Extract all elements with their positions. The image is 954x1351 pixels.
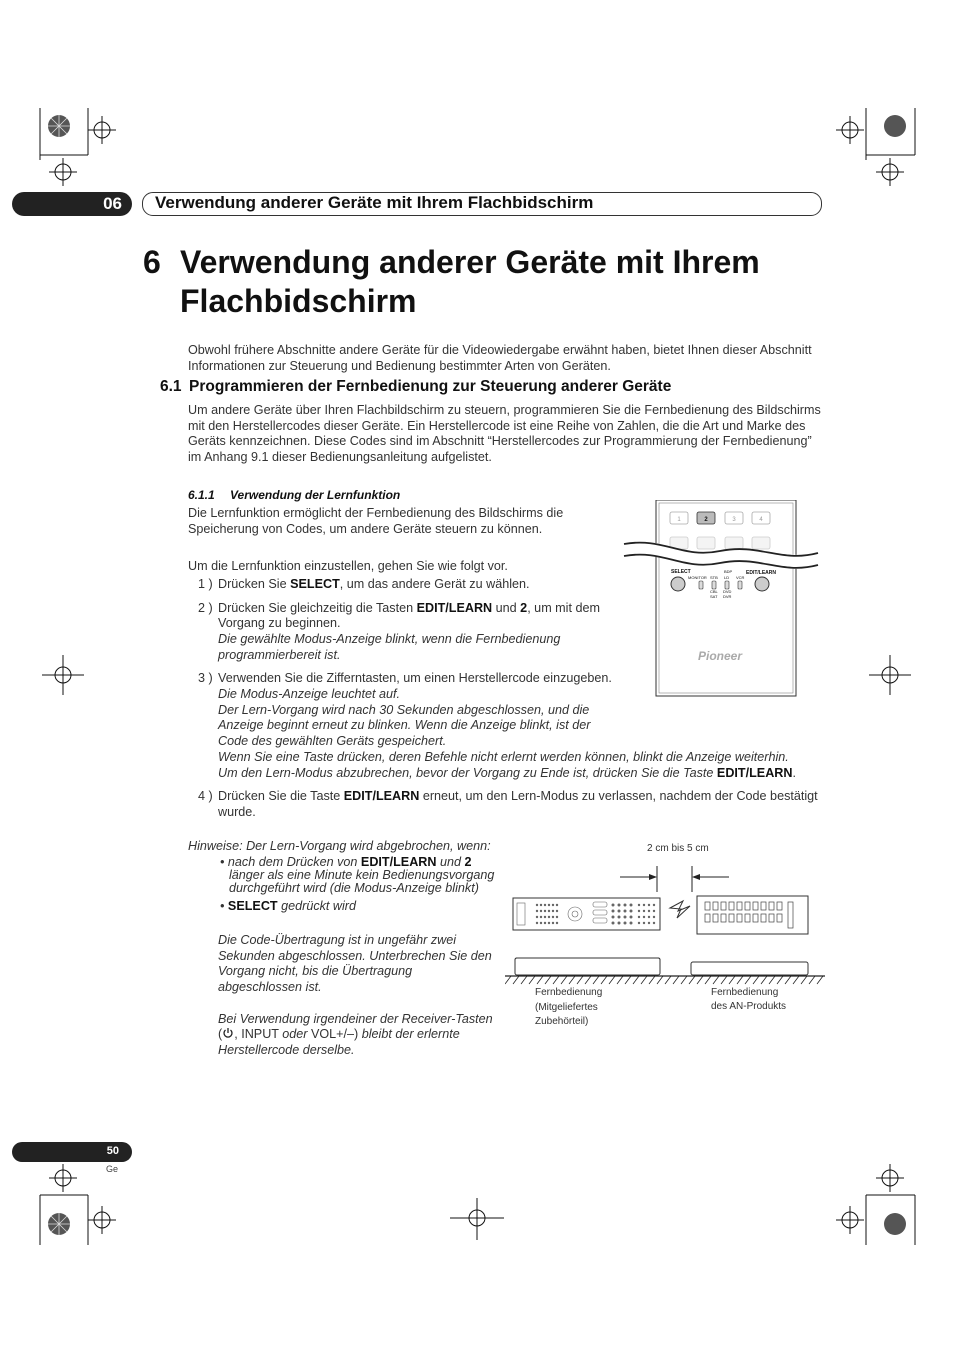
remote-sat-label: SAT xyxy=(710,594,718,599)
note-p1-l2: Sekunden abgeschlossen. Unterbrechen Sie den xyxy=(218,949,492,963)
note-1-d: 2 xyxy=(464,855,472,869)
remote-key-2: 2 xyxy=(704,517,708,523)
step-3-n6-a: Um den Lern-Modus abzubrechen, bevor der Vorgang zu Ende ist, drücken Sie die Taste xyxy=(218,766,717,780)
remote-bdp-label: BDP xyxy=(724,569,733,574)
note-2-b: SELECT xyxy=(227,899,278,913)
note-p2-l3: Herstellercode derselbe. xyxy=(218,1043,355,1057)
subsection-title: Verwendung der Lernfunktion xyxy=(230,488,401,502)
step-2-note2: programmierbereit ist. xyxy=(218,648,341,662)
step-3-n6-b: EDIT/LEARN xyxy=(716,766,793,780)
right-remote-label-1: Fernbedienung xyxy=(711,987,779,998)
step-4-text xyxy=(218,789,818,805)
note-1-b: EDIT/LEARN xyxy=(360,855,437,869)
chapter-number-tab xyxy=(12,192,132,216)
step-2-c: und xyxy=(492,601,521,615)
note-p2-input: , INPUT xyxy=(234,1027,283,1041)
remote-brand-logo: Pioneer xyxy=(697,649,743,663)
subsection-heading xyxy=(188,488,401,502)
section-title: Programmieren der Fernbedienung zur Steuerung anderer Geräte xyxy=(189,378,672,395)
note-p2-paren: ( xyxy=(218,1027,223,1041)
left-remote-label-3: Zubehörteil) xyxy=(535,1016,589,1027)
note-2-a: • xyxy=(220,899,228,913)
notes-title: Hinweise: Der Lern-Vorgang wird abgebrochen, wenn: xyxy=(188,839,491,853)
note-1-c: und xyxy=(436,855,465,869)
subsection-body: Die Lernfunktion ermöglicht der Fernbedienung des Bildschirms die Speicherung von Codes, um andere Geräte steuern zu können. xyxy=(188,506,564,536)
step-4-a: Drücken Sie die Taste xyxy=(218,789,344,803)
note-2-c: gedrückt wird xyxy=(277,899,357,913)
remote-dvr-label: DVR xyxy=(723,594,732,599)
subsection-number: 6.1.1 xyxy=(188,488,215,502)
left-remote-label-2: (Mitgeliefertes xyxy=(535,1002,598,1013)
step-2-e: , um mit dem xyxy=(527,601,600,615)
section-body: Um andere Geräte über Ihren Flachbildschirm zu steuern, programmieren Sie die Fernbedienung des Bildschirms mit den Herstellercodes dieser Geräte. Ein Herstellercode ist eine Reihe von Zahlen, die die Art und Marke des Geräts kennzeichnen. Diese Codes sind im Abschnitt “Herstellercodes zur Programmierung der Fernbedienung” im Anhang 9.1 dieser Bedienungsanleitung aufgelistet. xyxy=(188,403,821,464)
step-1-text xyxy=(218,577,530,593)
page-number: 50 xyxy=(106,1145,119,1157)
note-1-a: • nach dem Drücken von xyxy=(220,855,361,869)
distance-figure xyxy=(505,858,825,988)
remote-dvd-label: DVD xyxy=(723,589,732,594)
step-3-n5: Wenn Sie eine Taste drücken, deren Befehle nicht erlernt werden können, blinkt die Anzeige weiterhin. xyxy=(218,750,789,764)
step-2-line2: Vorgang zu beginnen. xyxy=(218,616,341,630)
note-p2-l1: Bei Verwendung irgendeiner der Receiver-Tasten xyxy=(218,1012,493,1026)
step-1-c: , um das andere Gerät zu wählen. xyxy=(339,577,530,591)
step-2-d: 2 xyxy=(520,601,528,615)
distance-label: 2 cm bis 5 cm xyxy=(647,843,709,854)
remote-control-figure xyxy=(620,500,820,700)
remote-vcr-label: VCR xyxy=(736,575,745,580)
step-1-number: 1 ) xyxy=(198,577,213,591)
step-2-note1: Die gewählte Modus-Anzeige blinkt, wenn die Fernbedienung xyxy=(218,632,561,646)
note-bullet-2 xyxy=(220,899,356,915)
note-bullet-1-line2: länger als eine Minute kein Bedienungsvorgang xyxy=(229,868,495,882)
page-number-tab xyxy=(12,1142,132,1162)
step-1-a: Drücken Sie xyxy=(218,577,291,591)
step-3-n6 xyxy=(218,766,796,782)
left-remote-label-1: Fernbedienung xyxy=(535,987,603,998)
step-4-line2: wurde. xyxy=(218,805,256,819)
page-title-text: Verwendung anderer Geräte mit Ihrem Flachbidschirm xyxy=(180,244,760,319)
step-2-number: 2 ) xyxy=(198,601,213,615)
note-p2-oder: oder xyxy=(282,1027,308,1041)
step-3-n6-c: . xyxy=(792,766,796,780)
step-3-n1: Die Modus-Anzeige leuchtet auf. xyxy=(218,687,401,701)
note-p1-l4: abgeschlossen ist. xyxy=(218,980,322,994)
step-3-n2: Der Lern-Vorgang wird nach 30 Sekunden abgeschlossen, und die xyxy=(218,703,590,717)
note-p2-vol: VOL+/–) xyxy=(307,1027,362,1041)
note-p1-l1: Die Code-Übertragung ist in ungefähr zwei xyxy=(218,933,457,947)
note-p1-l3: Vorgang nicht, bis die Übertragung xyxy=(218,964,413,978)
power-icon xyxy=(222,1027,234,1039)
step-4-c: erneut, um den Lern-Modus zu verlassen, nachdem der Code bestätigt xyxy=(419,789,818,803)
step-1-b: SELECT xyxy=(290,577,340,591)
language-code: Ge xyxy=(106,1164,119,1174)
step-3-n4: Code des gewählten Geräts gespeichert. xyxy=(218,734,447,748)
chapter-title: Verwendung anderer Geräte mit Ihrem Flachbidschirm xyxy=(155,193,594,212)
step-3-text: Verwenden Sie die Zifferntasten, um einen Herstellercode einzugeben. xyxy=(218,671,612,685)
step-3-n3: Anzeige beginnt erneut zu blinken. Wenn die Anzeige blinkt, ist der xyxy=(218,718,591,732)
step-2-text xyxy=(218,601,600,617)
step-2-b: EDIT/LEARN xyxy=(416,601,493,615)
remote-monitor-label: MONITOR xyxy=(688,575,707,580)
remote-cbl-label: CBL xyxy=(710,589,718,594)
step-4-number: 4 ) xyxy=(198,789,213,803)
intro-paragraph: Obwohl frühere Abschnitte andere Geräte für die Videowiedergabe erwähnt haben, bietet Ihnen dieser Abschnitt Informationen zur Steuerung und Bedienung bestimmter Arten von Geräten. xyxy=(188,343,812,373)
remote-key-1: 1 xyxy=(677,517,681,523)
step-4-b: EDIT/LEARN xyxy=(343,789,420,803)
remote-key-3: 3 xyxy=(732,517,736,523)
subsection-lead: Um die Lernfunktion einzustellen, gehen Sie wie folgt vor. xyxy=(188,559,508,573)
section-number: 6.1 xyxy=(160,378,182,395)
remote-edit-learn-label: EDIT/LEARN xyxy=(746,570,776,576)
step-2-a: Drücken Sie gleichzeitig die Tasten xyxy=(218,601,417,615)
remote-stb-label: STB xyxy=(710,575,718,580)
note-p2-l2 xyxy=(218,1027,460,1043)
step-3-number: 3 ) xyxy=(198,671,213,685)
remote-ld-label: LD xyxy=(724,575,730,580)
note-bullet-1-line3: durchgeführt wird (die Modus-Anzeige blinkt) xyxy=(229,881,479,895)
right-remote-label-2: des AN-Produkts xyxy=(711,1001,787,1012)
remote-select-label: SELECT xyxy=(671,569,691,575)
chapter-number: 06 xyxy=(103,194,122,213)
note-p2-rest: bleibt der erlernte xyxy=(361,1027,460,1041)
remote-key-4: 4 xyxy=(759,517,763,523)
page-title-number: 6 xyxy=(143,244,161,280)
